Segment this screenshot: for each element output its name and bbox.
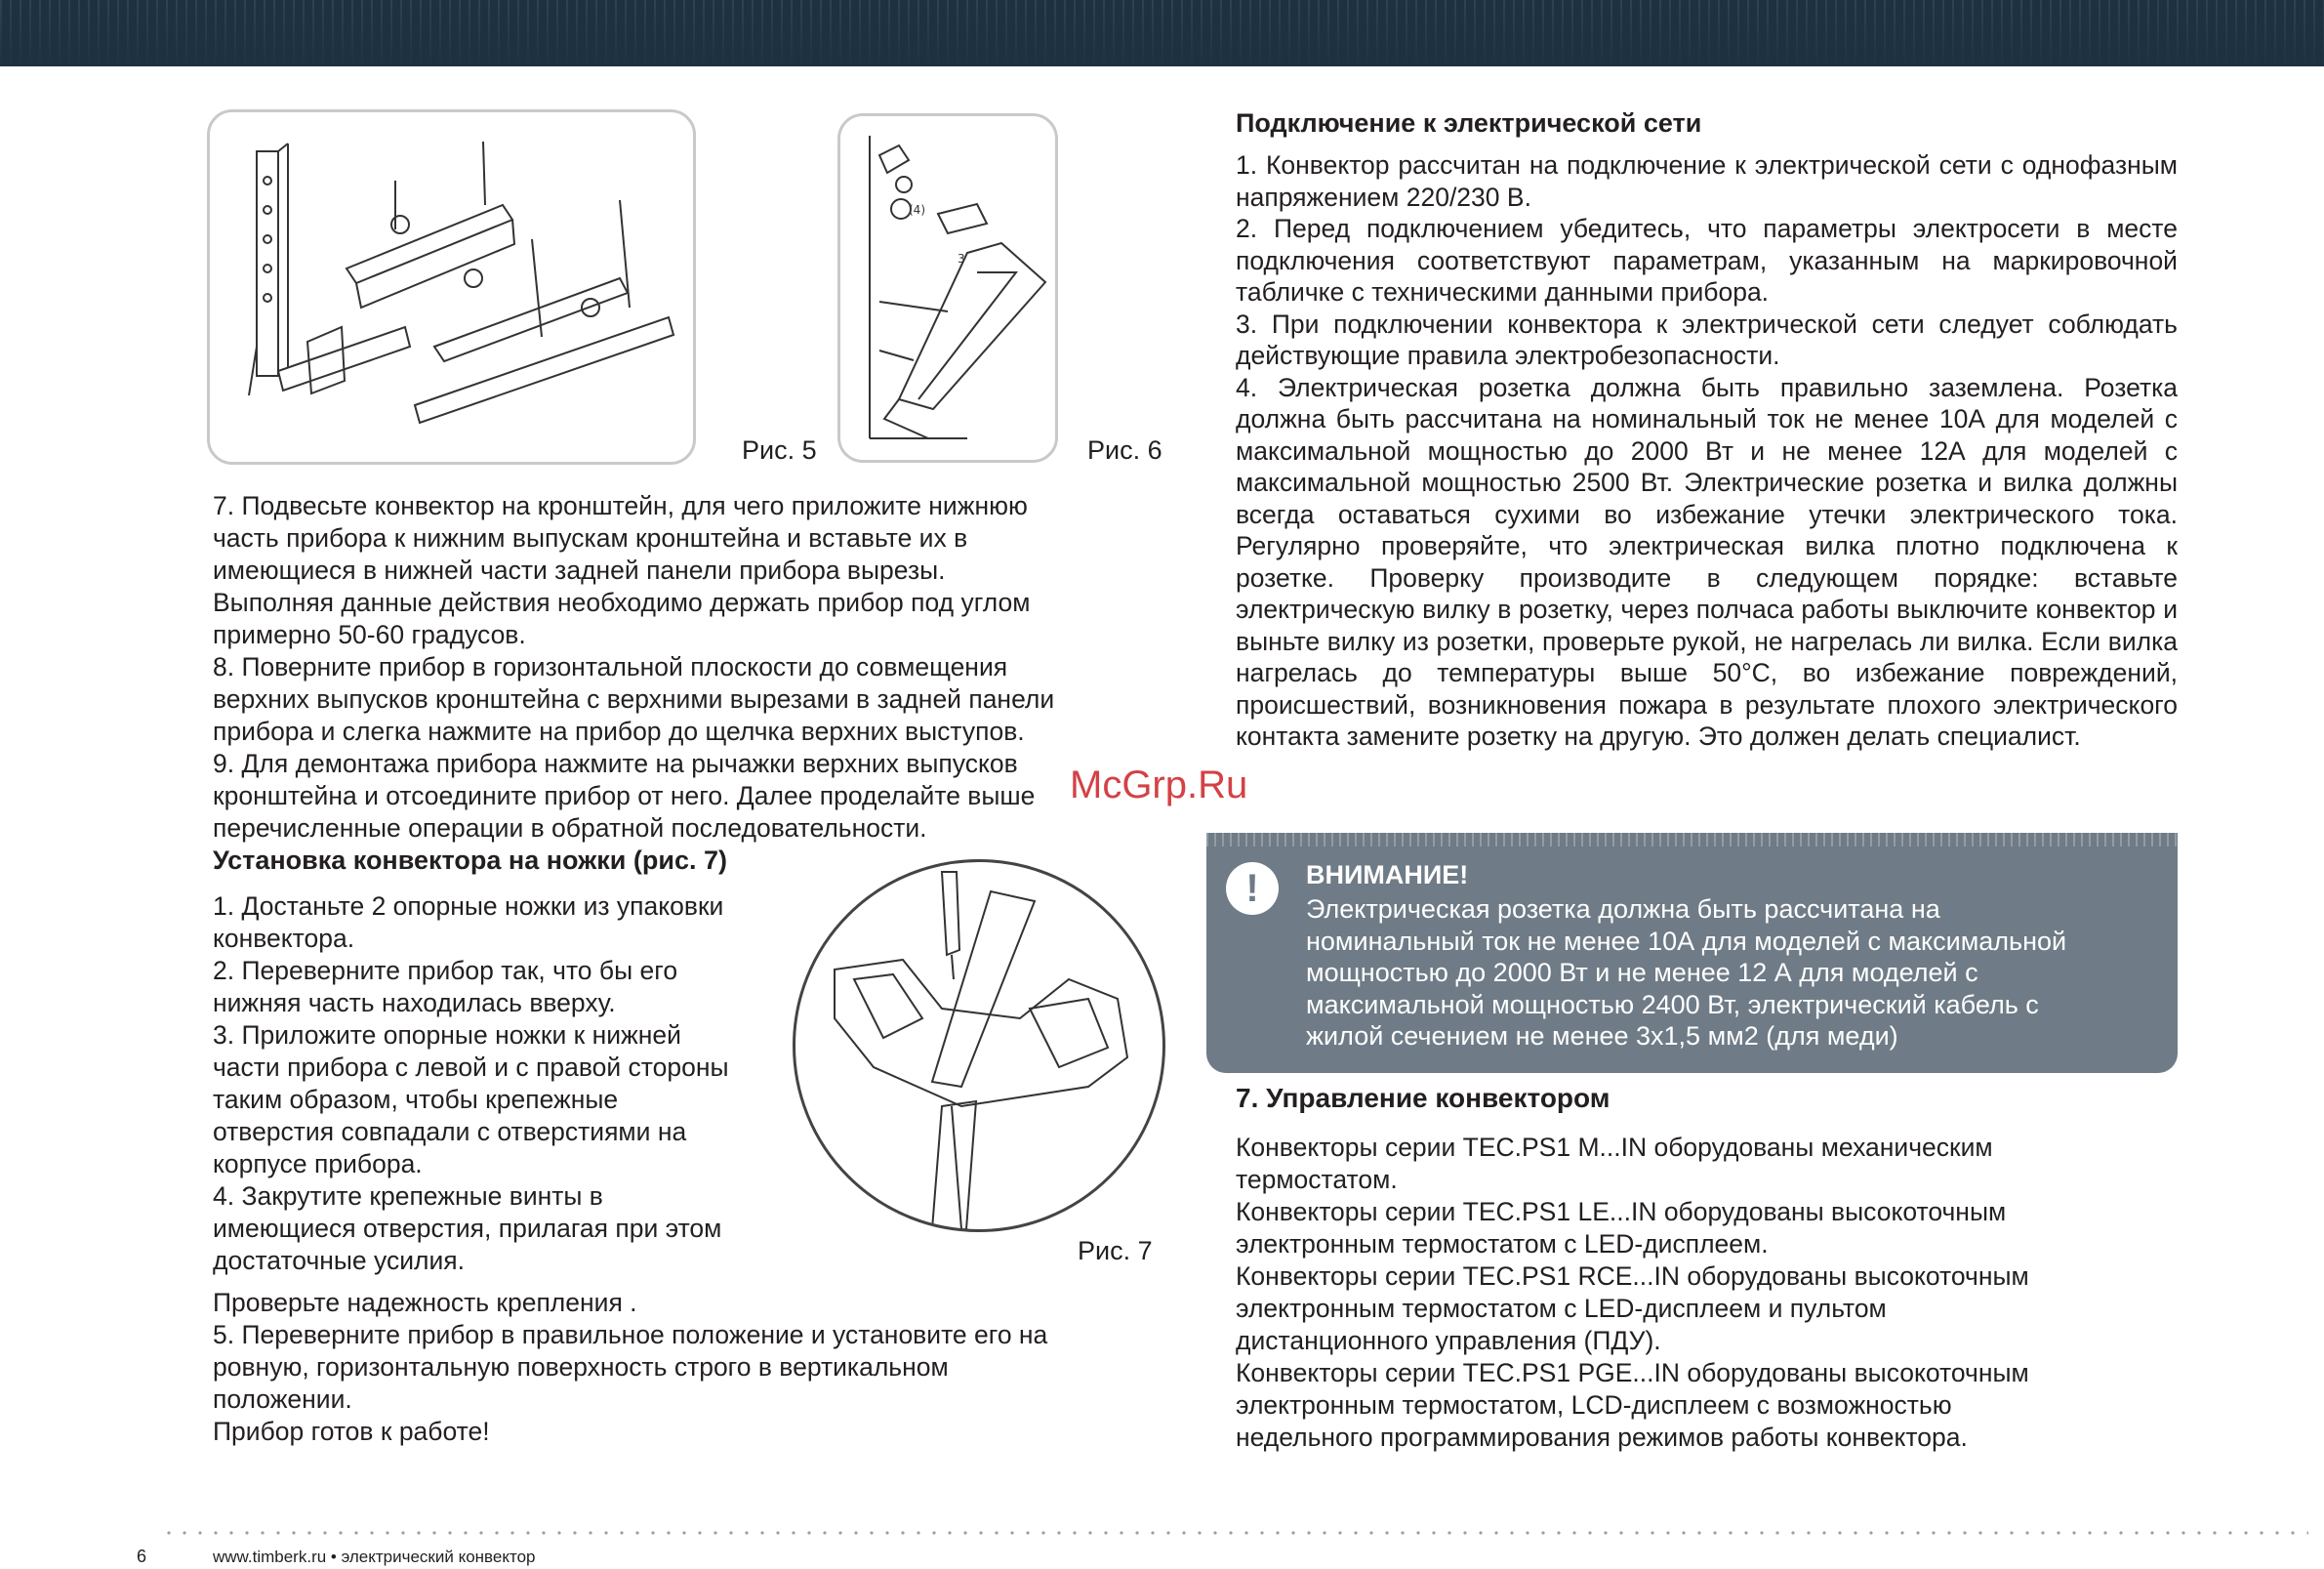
step-line: 9. Для демонтажа прибора нажмите на рычажки верхних выпусков xyxy=(213,749,1018,778)
page-number: 6 xyxy=(137,1547,147,1566)
watermark: McGrp.Ru xyxy=(1070,764,1248,806)
step-line: прибора и слегка нажмите на прибор до щелчка верхних выступов. xyxy=(213,717,1025,746)
convector-control-section xyxy=(1236,1082,2178,1454)
step-line: имеющиеся в нижней части задней панели прибора вырезы. xyxy=(213,556,946,585)
legs-step-line: нижняя часть находилась вверху. xyxy=(213,988,616,1017)
warning-line: максимальной мощностью 2400 Вт, электрический кабель с xyxy=(1306,989,2039,1019)
control-line: Конвекторы серии TEC.PS1 M...IN оборудованы механическим xyxy=(1236,1133,1993,1162)
legs-step-line: 2. Переверните прибор так, что бы его xyxy=(213,956,678,985)
footer-divider xyxy=(161,1531,2308,1535)
figure-6-convector-hanging xyxy=(837,113,1058,463)
electrical-connection-section xyxy=(1236,107,2178,753)
legs-step-line: имеющиеся отверстия, прилагая при этом xyxy=(213,1214,722,1243)
final-step-line: Прибор готов к работе! xyxy=(213,1417,490,1446)
header-bar xyxy=(0,0,2324,66)
legs-step-line: достаточные усилия. xyxy=(213,1246,466,1275)
figure-6-label-4: (4) xyxy=(909,203,925,217)
warning-title: ВНИМАНИЕ! xyxy=(1306,860,1469,889)
final-step-line: 5. Переверните прибор в правильное положение и установите его на xyxy=(213,1320,1048,1349)
legs-section-heading: Установка конвектора на ножки (рис. 7) xyxy=(213,846,728,875)
legs-step-line: отверстия совпадали с отверстиями на xyxy=(213,1117,687,1146)
warning-body xyxy=(1306,893,2155,1053)
legs-step-line: 1. Достаньте 2 опорные ножки из упаковки xyxy=(213,891,724,921)
control-line: электронным термостатом, LCD-дисплеем с возможностью xyxy=(1236,1390,1952,1420)
final-step-line: Проверьте надежность крепления . xyxy=(213,1288,637,1317)
legs-final-steps xyxy=(213,1287,1150,1448)
figure-6-drawing xyxy=(840,116,1055,460)
final-step-line: положении. xyxy=(213,1384,352,1414)
control-line: Конвекторы серии TEC.PS1 PGE...IN оборудованы высокоточным xyxy=(1236,1358,2029,1387)
warning-line: мощностью до 2000 Вт и не менее 12 А для моделей с xyxy=(1306,958,1978,987)
warning-hatch xyxy=(1206,833,2178,846)
control-line: дистанционного управления (ПДУ). xyxy=(1236,1326,1661,1355)
step-line: примерно 50-60 градусов. xyxy=(213,620,526,649)
connection-paragraph-1: 1. Конвектор рассчитан на подключение к электрической сети с однофазным напряжением 220/230 В. xyxy=(1236,150,2178,212)
legs-step-line: 4. Закрутите крепежные винты в xyxy=(213,1181,603,1211)
figure-6-label-3: 3 xyxy=(958,252,965,266)
warning-line: Электрическая розетка должна быть рассчитана на xyxy=(1306,894,1940,924)
legs-steps xyxy=(213,890,798,1277)
legs-step-line: конвектора. xyxy=(213,924,355,953)
footer-text: www.timberk.ru • электрический конвектор xyxy=(213,1548,536,1566)
connection-paragraph-3: 3. При подключении конвектора к электрической сети следует соблюдать действующие правила электробезопасности. xyxy=(1236,309,2178,370)
connection-paragraph-2: 2. Перед подключением убедитесь, что параметры электросети в месте подключения соответствуют параметрам, указанным на маркировочной табличке с техническими данными прибора. xyxy=(1236,214,2178,307)
step-line: 7. Подвесьте конвектор на кронштейн, для чего приложите нижнюю xyxy=(213,491,1028,520)
step-line: Выполняя данные действия необходимо держать прибор под углом xyxy=(213,588,1031,617)
control-line: электронным термостатом с LED-дисплеем и пультом xyxy=(1236,1294,1887,1323)
figure-7-legs-installation xyxy=(793,859,1165,1232)
warning-line: жилой сечением не менее 3х1,5 мм2 (для меди) xyxy=(1306,1021,1898,1051)
control-line: Конвекторы серии TEC.PS1 RCE...IN оборудованы высокоточным xyxy=(1236,1261,2029,1291)
step-line: 8. Поверните прибор в горизонтальной плоскости до совмещения xyxy=(213,652,1008,681)
figure-7-caption: Рис. 7 xyxy=(1078,1236,1153,1265)
step-line: перечисленные операции в обратной последовательности. xyxy=(213,813,927,843)
control-line: термостатом. xyxy=(1236,1165,1398,1194)
legs-step-line: корпусе прибора. xyxy=(213,1149,423,1178)
warning-box xyxy=(1206,833,2178,1073)
electrical-connection-heading: Подключение к электрической сети xyxy=(1236,108,1702,138)
figure-7-drawing xyxy=(795,862,1162,1229)
exclamation-icon: ! xyxy=(1226,862,1279,915)
legs-step-line: части прибора с левой и с правой стороны xyxy=(213,1053,729,1082)
connection-paragraph-4: 4. Электрическая розетка должна быть правильно заземлена. Розетка должна быть рассчитана на номинальный ток не менее 10А для моделей с максимальной мощностью до 2000 Вт и не менее 12А для моделей с максимальной мощностью 2500 Вт. Электрические розетка и вилка должны всегда оставаться сухими во избежание утечки электрического тока. Регулярно проверяйте, что электрическая вилка плотно подключена к розетке. Проверку производите в следующем порядке: вставьте электрическую вилку в розетку, через полчаса работы выключите конвектор и выньте вилку из розетки, проверьте рукой, не нагрелась ли вилка. Если вилка нагрелась до температуры выше 50°С, во избежание повреждений, происшествий, возникновения пожара в результате плохого электрического контакта замените розетку на другую. Это должен делать специалист. xyxy=(1236,372,2178,751)
legs-step-line: таким образом, чтобы крепежные xyxy=(213,1085,619,1114)
control-line: Конвекторы серии TEC.PS1 LE...IN оборудованы высокоточным xyxy=(1236,1197,2007,1226)
control-line: недельного программирования режимов работы конвектора. xyxy=(1236,1423,1968,1452)
figure-5-drawing xyxy=(210,112,693,462)
figure-6-caption: Рис. 6 xyxy=(1087,435,1162,465)
figure-5-caption: Рис. 5 xyxy=(742,435,817,465)
step-line: кронштейна и отсоедините прибор от него. Далее проделайте выше xyxy=(213,781,1036,810)
final-step-line: ровную, горизонтальную поверхность строго в вертикальном xyxy=(213,1352,949,1382)
mounting-steps-7-9 xyxy=(213,490,1150,845)
control-line: электронным термостатом с LED-дисплеем. xyxy=(1236,1229,1769,1259)
step-line: часть прибора к нижним выпускам кронштейна и вставьте их в xyxy=(213,523,968,553)
figure-5-bracket-mounting xyxy=(207,109,696,465)
warning-line: номинальный ток не менее 10А для моделей с максимальной xyxy=(1306,926,2067,956)
step-line: верхних выпусков кронштейна с верхними вырезами в задней панели xyxy=(213,684,1055,714)
convector-control-heading: 7. Управление конвектором xyxy=(1236,1083,1610,1113)
legs-step-line: 3. Приложите опорные ножки к нижней xyxy=(213,1020,681,1050)
